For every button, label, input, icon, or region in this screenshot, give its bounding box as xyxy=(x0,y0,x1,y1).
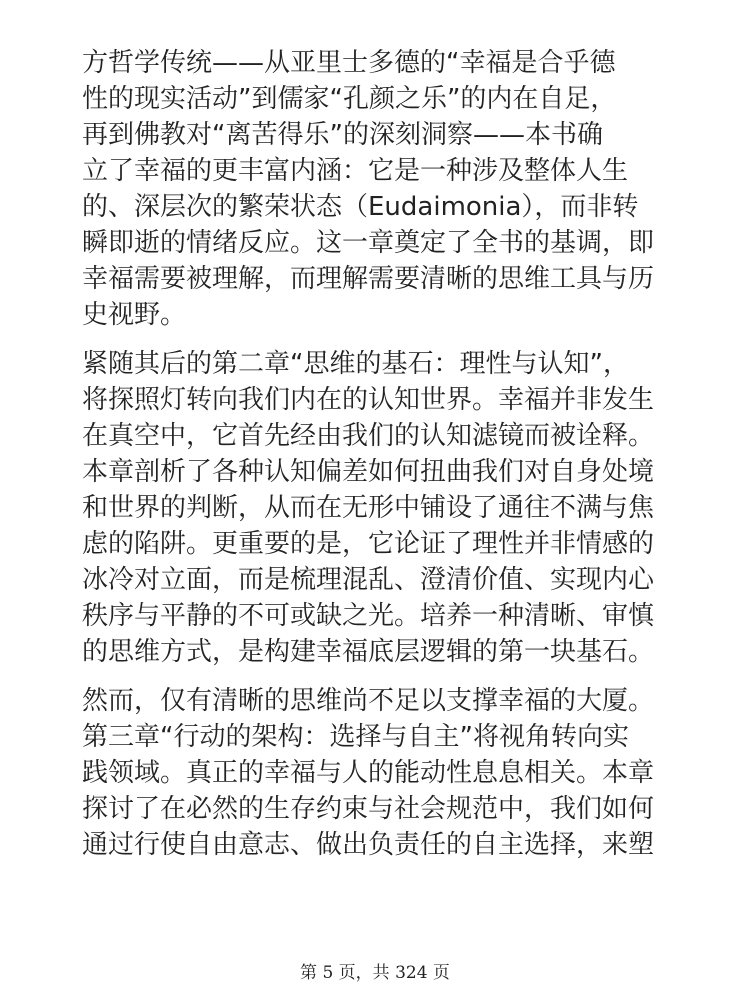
text-line: 立了幸福的更丰富内涵：它是一种涉及整体人生 xyxy=(82,156,629,186)
text-line: 的思维方式，是构建幸福底层逻辑的第一块基石。 xyxy=(82,637,655,667)
text-line: 史视野。 xyxy=(82,300,187,330)
text-line: 冰冷对立面，而是梳理混乱、澄清价值、实现内心 xyxy=(82,565,655,595)
text-line: 和世界的判断，从而在无形中铺设了通往不满与焦 xyxy=(82,493,655,523)
paragraph-3 xyxy=(82,683,672,863)
text-line: 再到佛教对“离苦得乐”的深刻洞察——本书确 xyxy=(82,120,603,150)
text-line: 探讨了在必然的生存约束与社会规范中，我们如何 xyxy=(82,794,655,824)
text-line: 瞬即逝的情绪反应。这一章奠定了全书的基调，即 xyxy=(82,228,655,258)
text-line: 在真空中，它首先经由我们的认知滤镜而被诠释。 xyxy=(82,421,655,451)
text-line: 将探照灯转向我们内在的认知世界。幸福并非发生 xyxy=(82,385,655,415)
paragraph-1 xyxy=(82,45,672,333)
paragraph-2 xyxy=(82,346,672,670)
text-line: 方哲学传统——从亚里士多德的“幸福是合乎德 xyxy=(82,48,616,78)
text-line: 虑的陷阱。更重要的是，它论证了理性并非情感的 xyxy=(82,529,655,559)
text-line: 通过行使自由意志、做出负责任的自主选择，来塑 xyxy=(82,830,655,860)
body-text xyxy=(82,45,672,876)
text-line: 本章剖析了各种认知偏差如何扭曲我们对自身处境 xyxy=(82,457,655,487)
text-line: 性的现实活动”到儒家“孔颜之乐”的内在自足， xyxy=(82,84,617,114)
text-line: 秩序与平静的不可或缺之光。培养一种清晰、审慎 xyxy=(82,601,655,631)
page-number: 第 5 页，共 324 页 xyxy=(300,963,450,983)
text-line: 然而，仅有清晰的思维尚不足以支撑幸福的大厦。 xyxy=(82,686,655,716)
text-line: 幸福需要被理解，而理解需要清晰的思维工具与历 xyxy=(82,264,655,294)
text-line: 第三章“行动的架构：选择与自主”将视角转向实 xyxy=(82,722,629,752)
text-line: 践领域。真正的幸福与人的能动性息息相关。本章 xyxy=(82,758,655,788)
text-line: 紧随其后的第二章“思维的基石：理性与认知”， xyxy=(82,349,629,379)
text-line: 的、深层次的繁荣状态（Eudaimonia），而非转 xyxy=(82,192,639,222)
